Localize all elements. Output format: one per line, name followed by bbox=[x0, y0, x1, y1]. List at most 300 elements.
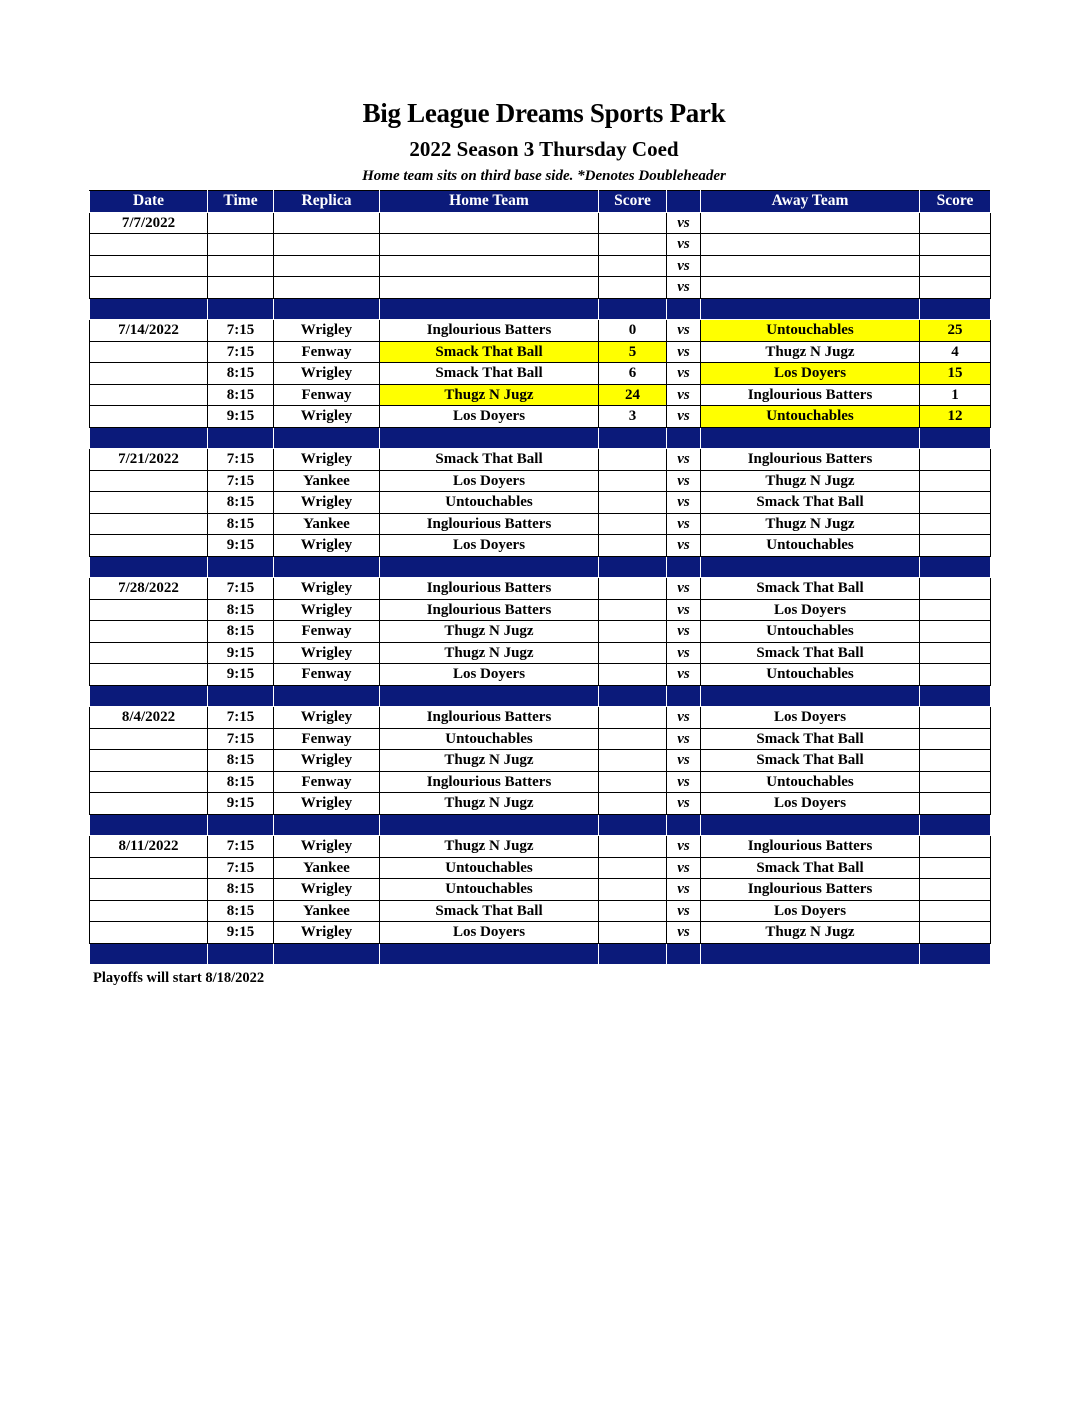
home-team-cell: Los Doyers bbox=[380, 664, 599, 686]
separator-cell bbox=[90, 943, 208, 965]
home-team-cell: Thugz N Jugz bbox=[380, 793, 599, 815]
away-score-cell bbox=[920, 535, 991, 557]
separator-cell bbox=[920, 556, 991, 578]
home-score-cell bbox=[599, 707, 667, 729]
date-cell bbox=[90, 277, 208, 299]
away-score-cell bbox=[920, 793, 991, 815]
home-team-cell: Thugz N Jugz bbox=[380, 384, 599, 406]
date-cell: 7/28/2022 bbox=[90, 578, 208, 600]
home-score-cell bbox=[599, 771, 667, 793]
away-score-cell: 4 bbox=[920, 341, 991, 363]
time-cell bbox=[208, 277, 274, 299]
separator-cell bbox=[920, 298, 991, 320]
home-score-cell bbox=[599, 234, 667, 256]
away-score-cell bbox=[920, 728, 991, 750]
away-team-cell: Thugz N Jugz bbox=[701, 341, 920, 363]
replica-cell: Wrigley bbox=[274, 879, 380, 901]
date-cell bbox=[90, 234, 208, 256]
separator-cell bbox=[90, 556, 208, 578]
away-team-cell: Smack That Ball bbox=[701, 750, 920, 772]
away-team-cell: Untouchables bbox=[701, 771, 920, 793]
table-row bbox=[90, 879, 991, 901]
away-team-cell: Smack That Ball bbox=[701, 578, 920, 600]
vs-cell: vs bbox=[667, 406, 701, 428]
home-score-cell bbox=[599, 728, 667, 750]
home-team-cell: Los Doyers bbox=[380, 406, 599, 428]
time-cell: 7:15 bbox=[208, 857, 274, 879]
home-team-cell: Inglourious Batters bbox=[380, 599, 599, 621]
replica-cell: Yankee bbox=[274, 900, 380, 922]
table-row bbox=[90, 578, 991, 600]
vs-cell: vs bbox=[667, 771, 701, 793]
vs-cell: vs bbox=[667, 750, 701, 772]
date-cell bbox=[90, 384, 208, 406]
header-row bbox=[90, 191, 991, 213]
date-cell bbox=[90, 771, 208, 793]
table-row bbox=[90, 513, 991, 535]
table-row bbox=[90, 535, 991, 557]
home-team-cell: Untouchables bbox=[380, 879, 599, 901]
home-team-cell: Inglourious Batters bbox=[380, 320, 599, 342]
away-score-cell bbox=[920, 255, 991, 277]
away-team-cell: Thugz N Jugz bbox=[701, 513, 920, 535]
away-team-cell: Inglourious Batters bbox=[701, 836, 920, 858]
vs-cell: vs bbox=[667, 728, 701, 750]
separator-cell bbox=[274, 685, 380, 707]
home-score-cell bbox=[599, 836, 667, 858]
table-row bbox=[90, 212, 991, 234]
time-cell: 8:15 bbox=[208, 513, 274, 535]
home-team-cell: Smack That Ball bbox=[380, 363, 599, 385]
replica-cell: Fenway bbox=[274, 771, 380, 793]
away-team-cell: Untouchables bbox=[701, 664, 920, 686]
home-score-cell: 3 bbox=[599, 406, 667, 428]
separator-cell bbox=[701, 556, 920, 578]
table-row bbox=[90, 255, 991, 277]
home-score-cell bbox=[599, 793, 667, 815]
date-cell: 7/14/2022 bbox=[90, 320, 208, 342]
replica-cell: Wrigley bbox=[274, 922, 380, 944]
separator-cell bbox=[208, 556, 274, 578]
replica-cell bbox=[274, 234, 380, 256]
home-score-cell bbox=[599, 879, 667, 901]
away-team-cell: Los Doyers bbox=[701, 707, 920, 729]
vs-cell: vs bbox=[667, 492, 701, 514]
header-away-score: Score bbox=[920, 191, 991, 213]
separator-cell bbox=[667, 814, 701, 836]
table-row bbox=[90, 922, 991, 944]
table-row bbox=[90, 793, 991, 815]
separator-cell bbox=[920, 814, 991, 836]
away-score-cell bbox=[920, 922, 991, 944]
away-score-cell bbox=[920, 599, 991, 621]
replica-cell: Wrigley bbox=[274, 320, 380, 342]
page-subtitle: 2022 Season 3 Thursday Coed bbox=[409, 137, 679, 161]
replica-cell: Yankee bbox=[274, 857, 380, 879]
vs-cell: vs bbox=[667, 621, 701, 643]
away-team-cell: Untouchables bbox=[701, 621, 920, 643]
away-team-cell: Smack That Ball bbox=[701, 857, 920, 879]
date-cell: 7/7/2022 bbox=[90, 212, 208, 234]
table-row bbox=[90, 320, 991, 342]
date-cell bbox=[90, 492, 208, 514]
away-team-cell bbox=[701, 212, 920, 234]
replica-cell: Fenway bbox=[274, 621, 380, 643]
table-row bbox=[90, 277, 991, 299]
replica-cell: Wrigley bbox=[274, 578, 380, 600]
vs-cell: vs bbox=[667, 922, 701, 944]
separator-cell bbox=[90, 685, 208, 707]
replica-cell: Wrigley bbox=[274, 449, 380, 471]
away-score-cell bbox=[920, 470, 991, 492]
replica-cell: Wrigley bbox=[274, 492, 380, 514]
vs-cell: vs bbox=[667, 900, 701, 922]
vs-cell: vs bbox=[667, 363, 701, 385]
home-score-cell bbox=[599, 492, 667, 514]
week-separator-row bbox=[90, 943, 991, 965]
away-score-cell bbox=[920, 642, 991, 664]
time-cell: 9:15 bbox=[208, 406, 274, 428]
time-cell: 8:15 bbox=[208, 750, 274, 772]
table-row bbox=[90, 621, 991, 643]
away-team-cell: Smack That Ball bbox=[701, 728, 920, 750]
home-score-cell bbox=[599, 535, 667, 557]
away-team-cell bbox=[701, 277, 920, 299]
vs-cell: vs bbox=[667, 642, 701, 664]
time-cell: 7:15 bbox=[208, 449, 274, 471]
home-score-cell bbox=[599, 621, 667, 643]
time-cell bbox=[208, 212, 274, 234]
vs-cell: vs bbox=[667, 664, 701, 686]
away-score-cell: 1 bbox=[920, 384, 991, 406]
home-score-cell: 24 bbox=[599, 384, 667, 406]
away-score-cell bbox=[920, 449, 991, 471]
away-score-cell bbox=[920, 621, 991, 643]
home-score-cell bbox=[599, 599, 667, 621]
separator-cell bbox=[380, 685, 599, 707]
away-score-cell bbox=[920, 857, 991, 879]
away-score-cell bbox=[920, 900, 991, 922]
replica-cell bbox=[274, 212, 380, 234]
date-cell bbox=[90, 255, 208, 277]
vs-cell: vs bbox=[667, 470, 701, 492]
vs-cell: vs bbox=[667, 535, 701, 557]
date-cell bbox=[90, 664, 208, 686]
away-team-cell bbox=[701, 255, 920, 277]
date-cell bbox=[90, 341, 208, 363]
vs-cell: vs bbox=[667, 212, 701, 234]
vs-cell: vs bbox=[667, 449, 701, 471]
away-score-cell: 15 bbox=[920, 363, 991, 385]
date-cell bbox=[90, 363, 208, 385]
table-row bbox=[90, 599, 991, 621]
separator-cell bbox=[208, 814, 274, 836]
home-team-cell: Los Doyers bbox=[380, 470, 599, 492]
vs-cell: vs bbox=[667, 255, 701, 277]
header-replica: Replica bbox=[274, 191, 380, 213]
table-row bbox=[90, 406, 991, 428]
home-score-cell bbox=[599, 642, 667, 664]
home-score-cell bbox=[599, 750, 667, 772]
replica-cell: Fenway bbox=[274, 664, 380, 686]
vs-cell: vs bbox=[667, 578, 701, 600]
vs-cell: vs bbox=[667, 341, 701, 363]
header-home-team: Home Team bbox=[380, 191, 599, 213]
away-team-cell: Inglourious Batters bbox=[701, 879, 920, 901]
away-score-cell bbox=[920, 750, 991, 772]
home-team-cell: Inglourious Batters bbox=[380, 513, 599, 535]
separator-cell bbox=[380, 814, 599, 836]
date-cell bbox=[90, 728, 208, 750]
replica-cell: Yankee bbox=[274, 470, 380, 492]
time-cell: 8:15 bbox=[208, 621, 274, 643]
week-separator-row bbox=[90, 556, 991, 578]
away-team-cell: Los Doyers bbox=[701, 793, 920, 815]
date-cell bbox=[90, 513, 208, 535]
date-cell bbox=[90, 535, 208, 557]
away-team-cell: Inglourious Batters bbox=[701, 449, 920, 471]
home-team-cell: Thugz N Jugz bbox=[380, 836, 599, 858]
replica-cell: Wrigley bbox=[274, 363, 380, 385]
separator-cell bbox=[701, 427, 920, 449]
separator-cell bbox=[701, 685, 920, 707]
header-date: Date bbox=[90, 191, 208, 213]
date-cell bbox=[90, 750, 208, 772]
table-row bbox=[90, 384, 991, 406]
home-score-cell bbox=[599, 857, 667, 879]
home-team-cell: Thugz N Jugz bbox=[380, 750, 599, 772]
header-time: Time bbox=[208, 191, 274, 213]
away-team-cell bbox=[701, 234, 920, 256]
table-row bbox=[90, 363, 991, 385]
away-team-cell: Untouchables bbox=[701, 406, 920, 428]
away-score-cell bbox=[920, 277, 991, 299]
away-score-cell bbox=[920, 707, 991, 729]
away-score-cell: 12 bbox=[920, 406, 991, 428]
vs-cell: vs bbox=[667, 879, 701, 901]
replica-cell bbox=[274, 277, 380, 299]
date-cell: 8/11/2022 bbox=[90, 836, 208, 858]
away-score-cell bbox=[920, 879, 991, 901]
home-team-cell: Inglourious Batters bbox=[380, 771, 599, 793]
home-score-cell bbox=[599, 277, 667, 299]
away-score-cell bbox=[920, 234, 991, 256]
home-team-cell: Smack That Ball bbox=[380, 900, 599, 922]
time-cell bbox=[208, 234, 274, 256]
replica-cell: Wrigley bbox=[274, 599, 380, 621]
separator-cell bbox=[599, 943, 667, 965]
separator-cell bbox=[90, 298, 208, 320]
home-team-cell bbox=[380, 234, 599, 256]
separator-cell bbox=[667, 943, 701, 965]
footer-note: Playoffs will start 8/18/2022 bbox=[93, 970, 265, 986]
separator-cell bbox=[599, 685, 667, 707]
table-row bbox=[90, 900, 991, 922]
time-cell: 7:15 bbox=[208, 836, 274, 858]
away-score-cell bbox=[920, 513, 991, 535]
home-team-cell: Smack That Ball bbox=[380, 449, 599, 471]
home-score-cell bbox=[599, 922, 667, 944]
home-team-cell bbox=[380, 255, 599, 277]
separator-cell bbox=[90, 814, 208, 836]
separator-cell bbox=[274, 556, 380, 578]
replica-cell: Wrigley bbox=[274, 642, 380, 664]
table-row bbox=[90, 836, 991, 858]
time-cell: 8:15 bbox=[208, 599, 274, 621]
away-team-cell: Los Doyers bbox=[701, 900, 920, 922]
vs-cell: vs bbox=[667, 599, 701, 621]
away-score-cell: 25 bbox=[920, 320, 991, 342]
separator-cell bbox=[920, 943, 991, 965]
home-team-cell: Untouchables bbox=[380, 728, 599, 750]
home-score-cell bbox=[599, 449, 667, 471]
home-score-cell: 0 bbox=[599, 320, 667, 342]
replica-cell: Wrigley bbox=[274, 707, 380, 729]
separator-cell bbox=[208, 685, 274, 707]
time-cell: 9:15 bbox=[208, 642, 274, 664]
separator-cell bbox=[208, 427, 274, 449]
time-cell: 7:15 bbox=[208, 320, 274, 342]
table-row bbox=[90, 771, 991, 793]
time-cell: 8:15 bbox=[208, 384, 274, 406]
separator-cell bbox=[380, 943, 599, 965]
home-score-cell bbox=[599, 513, 667, 535]
separator-cell bbox=[667, 685, 701, 707]
separator-cell bbox=[920, 427, 991, 449]
replica-cell: Wrigley bbox=[274, 836, 380, 858]
separator-cell bbox=[599, 556, 667, 578]
home-team-cell: Inglourious Batters bbox=[380, 707, 599, 729]
home-score-cell bbox=[599, 212, 667, 234]
time-cell: 9:15 bbox=[208, 664, 274, 686]
separator-cell bbox=[274, 814, 380, 836]
away-team-cell: Thugz N Jugz bbox=[701, 470, 920, 492]
time-cell: 8:15 bbox=[208, 492, 274, 514]
time-cell: 9:15 bbox=[208, 922, 274, 944]
home-score-cell bbox=[599, 255, 667, 277]
home-score-cell: 6 bbox=[599, 363, 667, 385]
vs-cell: vs bbox=[667, 234, 701, 256]
away-team-cell: Untouchables bbox=[701, 535, 920, 557]
schedule-table bbox=[89, 190, 991, 965]
time-cell: 8:15 bbox=[208, 363, 274, 385]
separator-cell bbox=[380, 427, 599, 449]
replica-cell: Wrigley bbox=[274, 793, 380, 815]
time-cell: 7:15 bbox=[208, 341, 274, 363]
home-score-cell bbox=[599, 470, 667, 492]
date-cell bbox=[90, 406, 208, 428]
schedule-body bbox=[90, 212, 991, 965]
separator-cell bbox=[380, 556, 599, 578]
separator-cell bbox=[90, 427, 208, 449]
vs-cell: vs bbox=[667, 857, 701, 879]
away-team-cell: Thugz N Jugz bbox=[701, 922, 920, 944]
home-team-cell bbox=[380, 277, 599, 299]
time-cell bbox=[208, 255, 274, 277]
week-separator-row bbox=[90, 298, 991, 320]
vs-cell: vs bbox=[667, 320, 701, 342]
time-cell: 8:15 bbox=[208, 879, 274, 901]
date-cell bbox=[90, 879, 208, 901]
away-team-cell: Smack That Ball bbox=[701, 492, 920, 514]
date-cell bbox=[90, 599, 208, 621]
date-cell: 8/4/2022 bbox=[90, 707, 208, 729]
separator-cell bbox=[667, 298, 701, 320]
home-team-cell: Los Doyers bbox=[380, 535, 599, 557]
separator-cell bbox=[599, 298, 667, 320]
replica-cell: Fenway bbox=[274, 384, 380, 406]
away-score-cell bbox=[920, 664, 991, 686]
table-row bbox=[90, 642, 991, 664]
table-row bbox=[90, 234, 991, 256]
replica-cell: Yankee bbox=[274, 513, 380, 535]
separator-cell bbox=[701, 814, 920, 836]
separator-cell bbox=[274, 427, 380, 449]
home-team-cell bbox=[380, 212, 599, 234]
date-cell bbox=[90, 793, 208, 815]
separator-cell bbox=[667, 427, 701, 449]
table-row bbox=[90, 449, 991, 471]
table-row bbox=[90, 728, 991, 750]
away-score-cell bbox=[920, 836, 991, 858]
home-score-cell: 5 bbox=[599, 341, 667, 363]
away-team-cell: Smack That Ball bbox=[701, 642, 920, 664]
time-cell: 7:15 bbox=[208, 470, 274, 492]
table-row bbox=[90, 707, 991, 729]
away-team-cell: Inglourious Batters bbox=[701, 384, 920, 406]
replica-cell bbox=[274, 255, 380, 277]
away-score-cell bbox=[920, 492, 991, 514]
away-team-cell: Los Doyers bbox=[701, 599, 920, 621]
home-team-cell: Smack That Ball bbox=[380, 341, 599, 363]
separator-cell bbox=[208, 943, 274, 965]
header-home-score: Score bbox=[599, 191, 667, 213]
date-cell bbox=[90, 642, 208, 664]
away-score-cell bbox=[920, 212, 991, 234]
table-row bbox=[90, 470, 991, 492]
table-row bbox=[90, 492, 991, 514]
home-team-cell: Untouchables bbox=[380, 857, 599, 879]
time-cell: 8:15 bbox=[208, 900, 274, 922]
date-cell bbox=[90, 922, 208, 944]
separator-cell bbox=[701, 943, 920, 965]
vs-cell: vs bbox=[667, 277, 701, 299]
time-cell: 9:15 bbox=[208, 793, 274, 815]
date-cell bbox=[90, 857, 208, 879]
date-cell bbox=[90, 470, 208, 492]
replica-cell: Wrigley bbox=[274, 535, 380, 557]
week-separator-row bbox=[90, 427, 991, 449]
table-row bbox=[90, 857, 991, 879]
home-score-cell bbox=[599, 664, 667, 686]
header-away-team: Away Team bbox=[701, 191, 920, 213]
home-team-cell: Inglourious Batters bbox=[380, 578, 599, 600]
week-separator-row bbox=[90, 685, 991, 707]
vs-cell: vs bbox=[667, 836, 701, 858]
home-score-cell bbox=[599, 578, 667, 600]
table-row bbox=[90, 750, 991, 772]
separator-cell bbox=[667, 556, 701, 578]
vs-cell: vs bbox=[667, 513, 701, 535]
time-cell: 7:15 bbox=[208, 578, 274, 600]
separator-cell bbox=[274, 943, 380, 965]
away-team-cell: Los Doyers bbox=[701, 363, 920, 385]
date-cell bbox=[90, 900, 208, 922]
date-cell: 7/21/2022 bbox=[90, 449, 208, 471]
replica-cell: Fenway bbox=[274, 341, 380, 363]
separator-cell bbox=[599, 814, 667, 836]
separator-cell bbox=[701, 298, 920, 320]
